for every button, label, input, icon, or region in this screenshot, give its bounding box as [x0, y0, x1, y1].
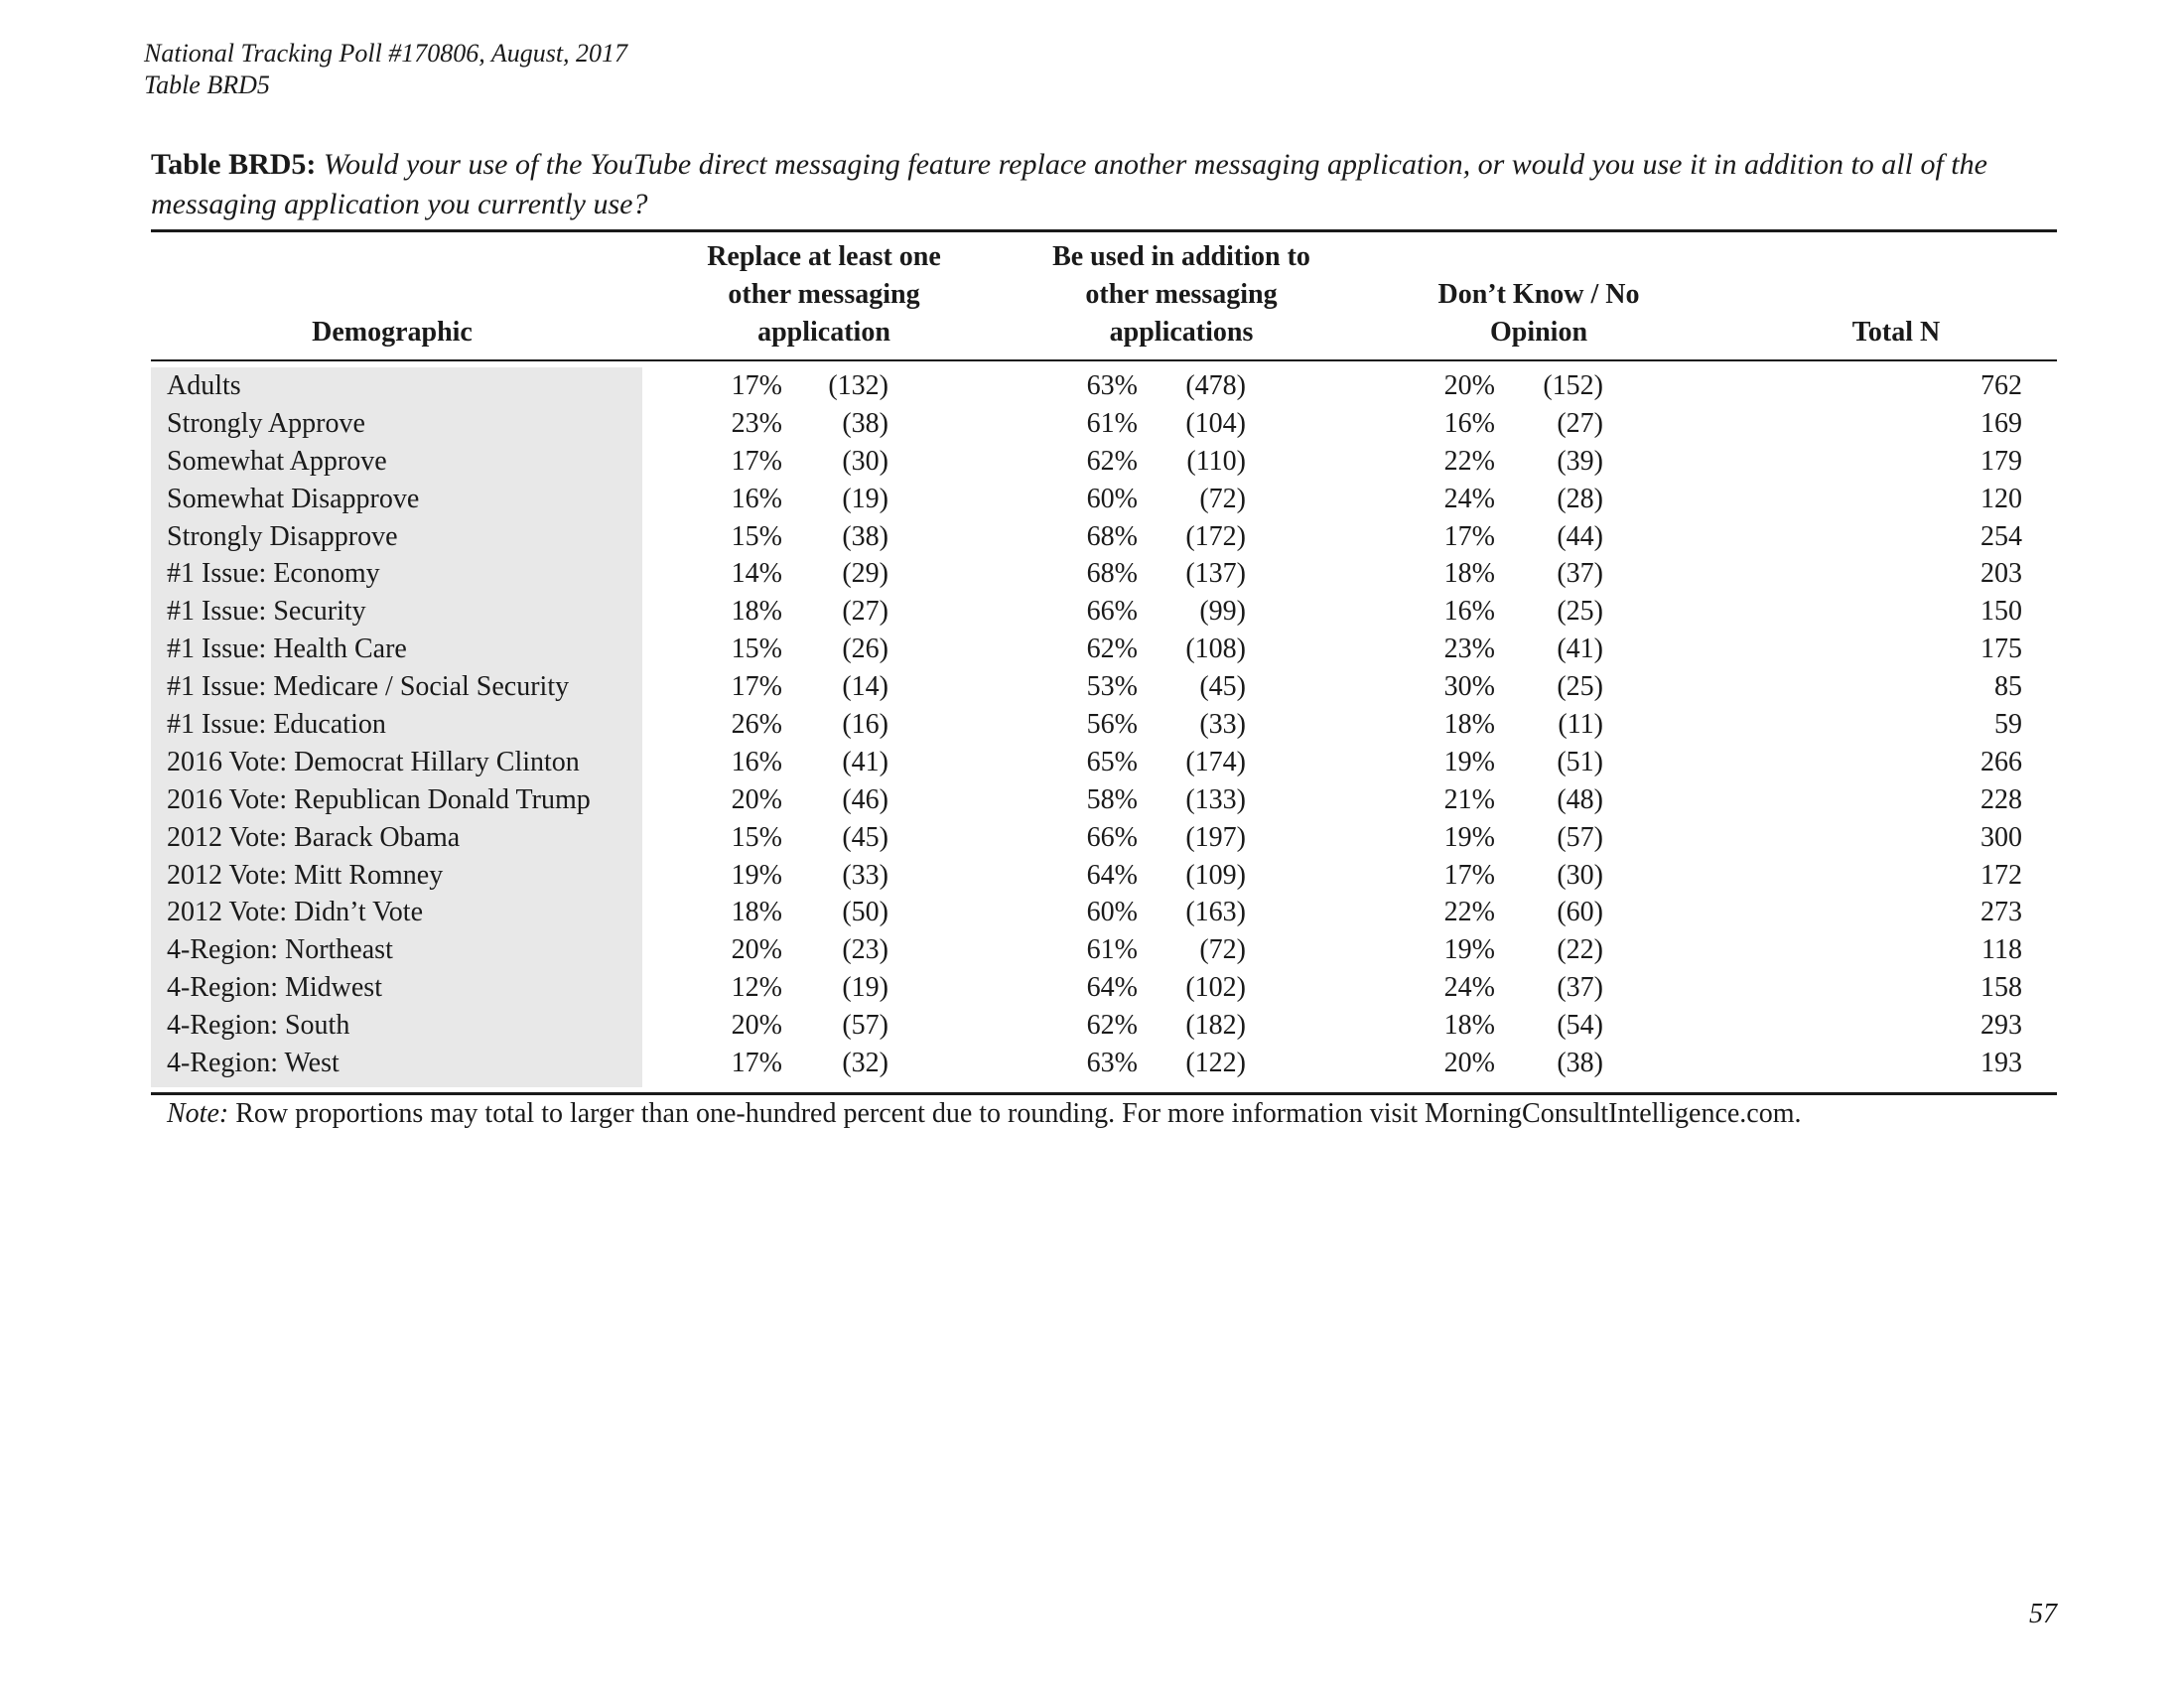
replace-count: (27)	[842, 596, 888, 628]
dont-know-percent: 24%	[1443, 972, 1495, 1004]
replace-percent: 12%	[731, 972, 782, 1004]
dont-know-percent: 22%	[1443, 897, 1495, 928]
total-n: 203	[1980, 558, 2022, 590]
replace-count: (26)	[842, 633, 888, 665]
replace-count: (38)	[842, 520, 888, 552]
dont-know-percent: 24%	[1443, 483, 1495, 514]
note-text: Row proportions may total to larger than one-hundred percent due to rounding. For more information visit MorningConsultIntelligence.com.	[235, 1098, 1802, 1129]
poll-title: National Tracking Poll #170806, August, 2017	[144, 39, 628, 68]
in-addition-percent: 61%	[1086, 934, 1138, 966]
dont-know-count: (41)	[1557, 633, 1603, 665]
row-label: Strongly Approve	[167, 407, 365, 439]
replace-count: (46)	[842, 783, 888, 815]
dont-know-percent: 18%	[1443, 709, 1495, 741]
dont-know-count: (37)	[1557, 972, 1603, 1004]
dont-know-percent: 17%	[1443, 520, 1495, 552]
row-label: 4-Region: South	[167, 1010, 350, 1042]
in-addition-percent: 68%	[1086, 520, 1138, 552]
dont-know-percent: 20%	[1443, 1048, 1495, 1079]
in-addition-count: (104)	[1185, 407, 1246, 439]
total-n: 172	[1980, 859, 2022, 891]
table-row	[0, 367, 2184, 405]
in-addition-percent: 60%	[1086, 897, 1138, 928]
header-line: Opinion	[1489, 317, 1588, 348]
replace-percent: 20%	[731, 1010, 782, 1042]
dont-know-count: (152)	[1543, 370, 1603, 401]
row-label: Somewhat Approve	[167, 445, 387, 477]
table-row	[0, 593, 2184, 631]
table-row	[0, 819, 2184, 857]
table-row	[0, 518, 2184, 556]
replace-count: (19)	[842, 483, 888, 514]
table-caption	[151, 145, 2067, 224]
header-line: Replace at least one	[707, 241, 941, 272]
row-label: 2016 Vote: Democrat Hillary Clinton	[167, 746, 580, 777]
header-line: other messaging	[1085, 279, 1278, 310]
in-addition-percent: 62%	[1086, 1010, 1138, 1042]
row-label: #1 Issue: Health Care	[167, 633, 407, 665]
in-addition-count: (45)	[1199, 671, 1246, 703]
replace-percent: 23%	[731, 407, 782, 439]
replace-percent: 19%	[731, 859, 782, 891]
dont-know-count: (27)	[1557, 407, 1603, 439]
in-addition-count: (182)	[1185, 1010, 1246, 1042]
replace-count: (23)	[842, 934, 888, 966]
page-number: 57	[2029, 1599, 2057, 1629]
header-line: Don’t Know / No	[1437, 279, 1640, 310]
total-n: 300	[1980, 821, 2022, 853]
replace-percent: 15%	[731, 821, 782, 853]
row-label: Adults	[167, 370, 241, 401]
in-addition-count: (99)	[1199, 596, 1246, 628]
in-addition-count: (102)	[1185, 972, 1246, 1004]
dont-know-count: (11)	[1558, 709, 1603, 741]
caption-label: Table BRD5:	[151, 148, 317, 181]
total-n: 266	[1980, 746, 2022, 777]
table-row	[0, 481, 2184, 518]
row-label: Somewhat Disapprove	[167, 483, 420, 514]
column-header-replace	[675, 238, 973, 352]
in-addition-percent: 64%	[1086, 972, 1138, 1004]
in-addition-percent: 65%	[1086, 746, 1138, 777]
total-n: 193	[1980, 1048, 2022, 1079]
table-row	[0, 405, 2184, 443]
row-label: #1 Issue: Medicare / Social Security	[167, 671, 570, 703]
replace-percent: 16%	[731, 483, 782, 514]
row-label: 2012 Vote: Barack Obama	[167, 821, 461, 853]
row-label: 4-Region: Midwest	[167, 972, 382, 1004]
replace-percent: 17%	[731, 445, 782, 477]
dont-know-count: (60)	[1557, 897, 1603, 928]
replace-count: (45)	[842, 821, 888, 853]
in-addition-count: (108)	[1185, 633, 1246, 665]
replace-count: (41)	[842, 746, 888, 777]
in-addition-count: (163)	[1185, 897, 1246, 928]
dont-know-percent: 21%	[1443, 783, 1495, 815]
replace-count: (29)	[842, 558, 888, 590]
dont-know-count: (57)	[1557, 821, 1603, 853]
replace-count: (33)	[842, 859, 888, 891]
dont-know-percent: 23%	[1443, 633, 1495, 665]
table-id: Table BRD5	[144, 70, 270, 99]
dont-know-count: (37)	[1557, 558, 1603, 590]
replace-percent: 15%	[731, 520, 782, 552]
row-label: #1 Issue: Education	[167, 709, 386, 741]
total-n: 293	[1980, 1010, 2022, 1042]
in-addition-percent: 63%	[1086, 1048, 1138, 1079]
dont-know-count: (44)	[1557, 520, 1603, 552]
in-addition-count: (172)	[1185, 520, 1246, 552]
replace-count: (19)	[842, 972, 888, 1004]
dont-know-percent: 19%	[1443, 746, 1495, 777]
dont-know-percent: 16%	[1443, 596, 1495, 628]
in-addition-count: (174)	[1185, 746, 1246, 777]
dont-know-count: (22)	[1557, 934, 1603, 966]
header-line: application	[757, 317, 890, 348]
row-label: 2012 Vote: Mitt Romney	[167, 859, 444, 891]
dont-know-count: (39)	[1557, 445, 1603, 477]
replace-count: (38)	[842, 407, 888, 439]
replace-percent: 15%	[731, 633, 782, 665]
row-label: #1 Issue: Economy	[167, 558, 380, 590]
dont-know-percent: 20%	[1443, 370, 1495, 401]
dont-know-count: (38)	[1557, 1048, 1603, 1079]
top-rule	[151, 229, 2057, 232]
total-n: 228	[1980, 783, 2022, 815]
in-addition-percent: 53%	[1086, 671, 1138, 703]
replace-percent: 18%	[731, 596, 782, 628]
replace-percent: 26%	[731, 709, 782, 741]
row-label: #1 Issue: Security	[167, 596, 366, 628]
table-row	[0, 1045, 2184, 1082]
table-row	[0, 969, 2184, 1007]
in-addition-percent: 63%	[1086, 370, 1138, 401]
row-label: 4-Region: Northeast	[167, 934, 393, 966]
in-addition-percent: 68%	[1086, 558, 1138, 590]
replace-percent: 16%	[731, 746, 782, 777]
replace-percent: 17%	[731, 370, 782, 401]
column-header-dont-know	[1390, 276, 1688, 352]
in-addition-count: (122)	[1185, 1048, 1246, 1079]
replace-count: (132)	[828, 370, 888, 401]
replace-count: (50)	[842, 897, 888, 928]
replace-count: (16)	[842, 709, 888, 741]
dont-know-count: (28)	[1557, 483, 1603, 514]
in-addition-percent: 61%	[1086, 407, 1138, 439]
replace-percent: 17%	[731, 671, 782, 703]
total-n: 273	[1980, 897, 2022, 928]
dont-know-count: (25)	[1557, 596, 1603, 628]
header-line: applications	[1109, 317, 1254, 348]
in-addition-count: (72)	[1199, 934, 1246, 966]
total-n: 85	[1994, 671, 2022, 703]
dont-know-count: (51)	[1557, 746, 1603, 777]
replace-count: (30)	[842, 445, 888, 477]
total-n: 762	[1980, 370, 2022, 401]
total-n: 150	[1980, 596, 2022, 628]
replace-percent: 17%	[731, 1048, 782, 1079]
table-row	[0, 857, 2184, 895]
table-body	[0, 367, 2184, 1082]
table-row	[0, 744, 2184, 781]
replace-percent: 14%	[731, 558, 782, 590]
total-n: 118	[1981, 934, 2022, 966]
replace-count: (32)	[842, 1048, 888, 1079]
dont-know-count: (25)	[1557, 671, 1603, 703]
in-addition-percent: 62%	[1086, 633, 1138, 665]
replace-percent: 20%	[731, 934, 782, 966]
dont-know-percent: 16%	[1443, 407, 1495, 439]
table-row	[0, 555, 2184, 593]
table-row	[0, 894, 2184, 931]
in-addition-percent: 66%	[1086, 821, 1138, 853]
column-header-in-addition	[1032, 238, 1330, 352]
in-addition-count: (133)	[1185, 783, 1246, 815]
in-addition-percent: 64%	[1086, 859, 1138, 891]
total-n: 254	[1980, 520, 2022, 552]
row-label: 2016 Vote: Republican Donald Trump	[167, 783, 591, 815]
replace-count: (57)	[842, 1010, 888, 1042]
replace-percent: 20%	[731, 783, 782, 815]
dont-know-percent: 19%	[1443, 821, 1495, 853]
replace-count: (14)	[842, 671, 888, 703]
column-header-total: Total N	[1851, 317, 1941, 348]
in-addition-percent: 62%	[1086, 445, 1138, 477]
header-line: other messaging	[728, 279, 920, 310]
dont-know-percent: 30%	[1443, 671, 1495, 703]
table-row	[0, 668, 2184, 706]
in-addition-count: (33)	[1199, 709, 1246, 741]
in-addition-count: (197)	[1185, 821, 1246, 853]
in-addition-count: (109)	[1185, 859, 1246, 891]
header-rule	[151, 359, 2057, 361]
table-note	[167, 1095, 1802, 1133]
total-n: 179	[1980, 445, 2022, 477]
row-label: Strongly Disapprove	[167, 520, 398, 552]
dont-know-percent: 22%	[1443, 445, 1495, 477]
in-addition-count: (110)	[1186, 445, 1246, 477]
in-addition-percent: 58%	[1086, 783, 1138, 815]
total-n: 59	[1994, 709, 2022, 741]
dont-know-count: (48)	[1557, 783, 1603, 815]
table-row	[0, 781, 2184, 819]
in-addition-count: (478)	[1185, 370, 1246, 401]
dont-know-percent: 18%	[1443, 1010, 1495, 1042]
column-header-demographic: Demographic	[312, 317, 473, 348]
running-head	[144, 38, 627, 101]
total-n: 169	[1980, 407, 2022, 439]
row-label: 4-Region: West	[167, 1048, 340, 1079]
table-row	[0, 931, 2184, 969]
in-addition-percent: 56%	[1086, 709, 1138, 741]
replace-percent: 18%	[731, 897, 782, 928]
caption-question: Would your use of the YouTube direct messaging feature replace another messaging application, or would you use it in addition to all of the messaging application you currently use?	[151, 148, 1987, 220]
dont-know-percent: 17%	[1443, 859, 1495, 891]
dont-know-count: (54)	[1557, 1010, 1603, 1042]
total-n: 158	[1980, 972, 2022, 1004]
table-row	[0, 706, 2184, 744]
table-row	[0, 443, 2184, 481]
dont-know-percent: 18%	[1443, 558, 1495, 590]
note-label: Note:	[167, 1098, 229, 1129]
in-addition-percent: 60%	[1086, 483, 1138, 514]
in-addition-percent: 66%	[1086, 596, 1138, 628]
total-n: 175	[1980, 633, 2022, 665]
dont-know-count: (30)	[1557, 859, 1603, 891]
dont-know-percent: 19%	[1443, 934, 1495, 966]
table-row	[0, 631, 2184, 668]
row-label: 2012 Vote: Didn’t Vote	[167, 897, 424, 928]
table-row	[0, 1007, 2184, 1045]
header-line: Be used in addition to	[1052, 241, 1310, 272]
in-addition-count: (72)	[1199, 483, 1246, 514]
total-n: 120	[1980, 483, 2022, 514]
in-addition-count: (137)	[1185, 558, 1246, 590]
